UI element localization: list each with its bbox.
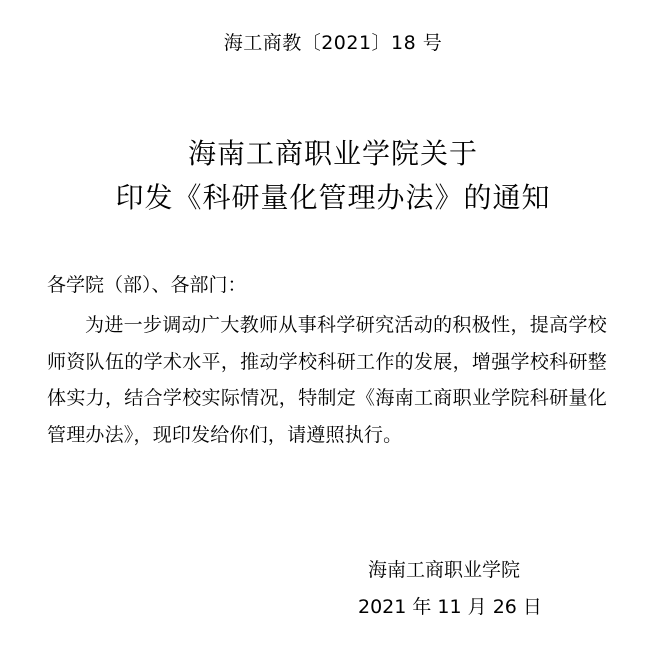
title-line-2: 印发《科研量化管理办法》的通知 (115, 181, 551, 214)
body-paragraph: 为进一步调动广大教师从事科学研究活动的积极性，提高学校师资队伍的学术水平，推动学校科研工作的发展，增强学校科研整体实力，结合学校实际情况，特制定《海南工商职业学院科研量化管理办法》，现印发给你们，请遵照执行。 (47, 314, 607, 446)
title-line-1: 海南工商职业学院关于 (187, 137, 478, 170)
signature-date: 2021 年 11 月 26 日 (358, 596, 542, 618)
document-title (0, 132, 666, 220)
salutation: 各学院（部）、各部门： (47, 274, 247, 296)
document-number: 海工商教〔2021〕18 号 (223, 32, 443, 54)
signature-organization: 海南工商职业学院 (368, 559, 521, 581)
